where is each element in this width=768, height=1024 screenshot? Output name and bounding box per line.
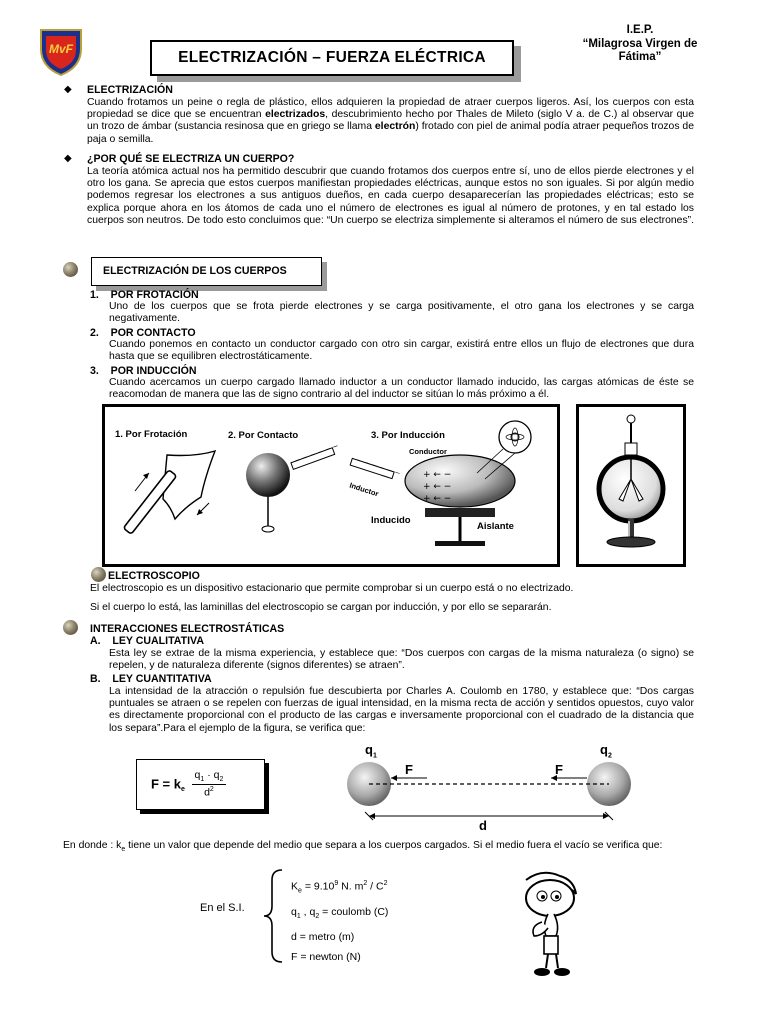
si-brace bbox=[262, 868, 286, 969]
figure-label-frotacion: 1. Por Frotación bbox=[115, 429, 188, 440]
svg-text:+ ← −: + ← − bbox=[423, 470, 452, 480]
figure-label-inductor: Inductor bbox=[348, 480, 380, 499]
bullet-ball-icon bbox=[63, 262, 78, 277]
list-item-induccion: 3. POR INDUCCIÓN Cuando acercamos un cuerpo cargado llamado inductor a un conductor llamado inducido, las cargas atómicas de éste se reacomodan de manera que las de signo contrario al del inductor se sitúan lo más próximo a él. bbox=[90, 365, 694, 401]
force-label-left: F bbox=[405, 762, 413, 777]
list-item-frotacion: 1. POR FROTACIÓN Uno de los cuerpos que se frota pierde electrones y se carga positivamente, el otro gana los electrones y se carga negativamente. bbox=[90, 289, 694, 325]
electroscopio-paragraph-1: El electroscopio es un dispositivo estacionario que permite comprobar si un cuerpo está o no electrizado. bbox=[90, 583, 574, 594]
si-units-list bbox=[291, 874, 388, 967]
charge-label-q2: $q_2$ bbox=[600, 742, 612, 760]
section-paragraph-electrizacion: Cuando frotamos un peine o regla de plástico, ellos adquieren la propiedad de atraer cuerpos ligeros. Así, los cuerpos con esta propiedad se dice que se encuentran electrizados, descubrimiento hecho por Thales de Mileto (siglo V a. de C.) al observar que un trozo de ámbar (sustancia resinosa que en griego se llama electrón) frotado con piel de animal podía atraer pequeños trozos de paja o semilla. bbox=[87, 97, 694, 145]
ley-cuantitativa-title: B. LEY CUANTITATIVA bbox=[90, 673, 212, 685]
bullet-ball-icon bbox=[91, 567, 106, 582]
page-title: ELECTRIZACIÓN – FUERZA ELÉCTRICA bbox=[178, 49, 486, 66]
figure-label-contacto: 2. Por Contacto bbox=[228, 430, 299, 441]
figure-label-inducido: Inducido bbox=[371, 515, 411, 526]
page-title-box bbox=[150, 40, 514, 76]
figure-label-aislante: Aislante bbox=[477, 521, 514, 532]
bullet-diamond-icon: ◆ bbox=[64, 84, 72, 95]
charge-unit-line: $q_1$ , $q_2$ = coulomb (C) bbox=[291, 905, 389, 920]
figure-label-induccion: 3. Por Inducción bbox=[371, 430, 445, 441]
section-heading-electroscopio: ELECTROSCOPIO bbox=[108, 570, 200, 582]
section-heading-electrizacion: ELECTRIZACIÓN bbox=[87, 84, 173, 96]
electroscopio-paragraph-2: Si el cuerpo lo está, las laminillas del electroscopio se cargan por inducción, y por ello se separarán. bbox=[90, 602, 552, 613]
bullet-diamond-icon: ◆ bbox=[64, 153, 72, 164]
distance-label: d bbox=[479, 818, 487, 833]
charge-label-q1: $q_1$ bbox=[365, 742, 377, 760]
rubbing-illustration bbox=[123, 451, 215, 534]
coulomb-formula-box bbox=[136, 759, 265, 810]
list-item-contacto: 2. POR CONTACTO Cuando ponemos en contacto un conductor cargado con otro sin cargar, existirá entre ellos un flujo de electrones que dura hasta que se equilibren electrostáticamente. bbox=[90, 327, 694, 363]
section-paragraph-por-que: La teoría atómica actual nos ha permitido descubrir que cuando frotamos dos cuerpos entre sí, uno de ellos pierde electrones y el otro los gana. Se aprecia que estos cuerpos manifiestan propiedades eléctricas, aunque estos no son iguales. Si por algún medio podemos regresar los electrones a sus antiguos dueños, en cada cuerpo desaparecerían las propiedades eléctricas; esto se explica porque ahora en los átomos de cada uno el número de electrones es igual al número de protones, y en tal estado los cuerpos son neutros. De todo esto concluimos que: “Un cuerpo se electriza simplemente si alteramos el número de sus electrones”. bbox=[87, 166, 694, 226]
school-logo bbox=[38, 27, 84, 77]
school-name: I.E.P. “Milagrosa Virgen de Fátima” bbox=[582, 24, 698, 63]
ley-cualitativa-text: Esta ley se extrae de la misma experiencia, y establece que: “Dos cuerpos con cargas de la misma naturaleza (o signo) se repelen, y de naturaleza diferente (signos diferentes) se atraen”. bbox=[109, 648, 694, 672]
force-unit-line: F = newton (N) bbox=[291, 950, 361, 963]
charges-diagram bbox=[335, 740, 645, 835]
si-label: En el S.I. bbox=[200, 902, 245, 914]
section-heading-por-que: ¿POR QUÉ SE ELECTRIZA UN CUERPO? bbox=[87, 153, 295, 165]
coulomb-formula: $F = k_e$ $\frac{q_1 \cdot q_2}{d^2}$ bbox=[151, 769, 226, 799]
figure-electrization-methods bbox=[102, 404, 560, 567]
figure-electroscope bbox=[576, 404, 686, 567]
figure-label-conductor: Conductor bbox=[409, 447, 447, 456]
logo-text: MvF bbox=[49, 42, 73, 56]
distance-unit-line: d = metro (m) bbox=[291, 930, 355, 943]
ley-cuantitativa-text: La intensidad de la atracción o repulsión fue descubierta por Charles A. Coulomb en 1780, y establece que: “Dos cargas puntuales se atraen o se repelen con fuerzas de igual intensidad, en la misma recta de acción y sentidos opuestos, cuyo valor es directamente proporcional con el producto de las cargas e inversamente proporcional con el cuadrado de la distancia que los separa”.Para el ejemplo de la figura, se verifica que: bbox=[109, 686, 694, 734]
svg-text:+ ← −: + ← − bbox=[423, 494, 452, 504]
cartoon-thinking-character bbox=[512, 870, 592, 980]
bullet-ball-icon bbox=[63, 620, 78, 635]
force-label-right: F bbox=[555, 762, 563, 777]
svg-text:− − − − − −: − − − − − − bbox=[293, 441, 340, 466]
contact-illustration bbox=[246, 442, 340, 532]
ley-cualitativa-title: A. LEY CUALITATIVA bbox=[90, 635, 204, 647]
section-heading-interacciones: INTERACCIONES ELECTROSTÁTICAS bbox=[90, 623, 285, 635]
svg-text:− − − − − −: − − − − − − bbox=[354, 455, 402, 478]
ke-value-line: $K_e = 9.10^9$ N. $m^2 / C^2$ bbox=[291, 880, 388, 895]
section-box-electrizacion-cuerpos: ELECTRIZACIÓN DE LOS CUERPOS bbox=[91, 257, 322, 286]
ke-explanation: En donde : $k_e$ tiene un valor que depende del medio que separa a los cuerpos cargados. Si el medio fuera el vacío se verifica que: bbox=[63, 840, 663, 854]
svg-text:+ ← −: + ← − bbox=[423, 482, 452, 492]
